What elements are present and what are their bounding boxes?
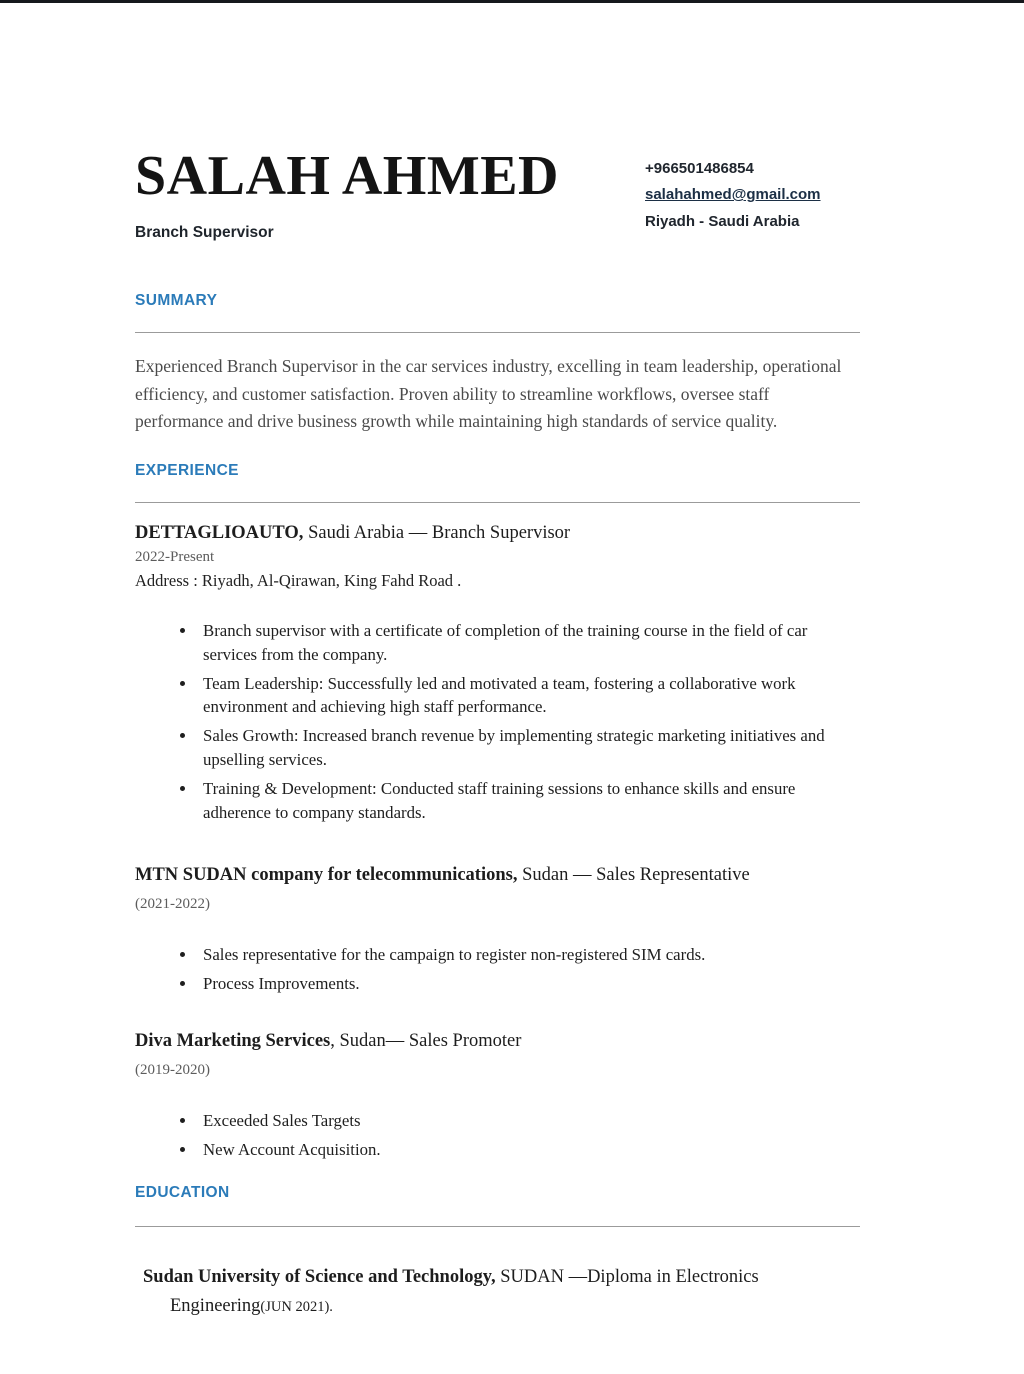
job-dettaglioauto (135, 523, 860, 825)
job-bullet: • Branch supervisor with a certificate of completion of the training course in the field of car services from the company. (197, 619, 860, 667)
job-bullet-list (135, 619, 860, 825)
summary-divider (135, 332, 860, 333)
contact-block (645, 156, 860, 235)
header (135, 145, 860, 242)
job-bullet: • Team Leadership: Successfully led and motivated a team, fostering a collaborative work environment and achieving high staff performance. (197, 672, 860, 720)
job-bullet: • Sales representative for the campaign to register non-registered SIM cards. (197, 943, 860, 967)
job-bullet: • Sales Growth: Increased branch revenue by implementing strategic marketing initiatives and upselling services. (197, 724, 860, 772)
job-dates: (2019-2020) (135, 1062, 210, 1079)
page-top-edge (0, 0, 1024, 3)
job-title-line (135, 523, 860, 544)
contact-phone: +966501486854 (645, 160, 754, 177)
education-degree: SUDAN —Diploma in Electronics Engineering (170, 1267, 759, 1316)
job-bullet: • New Account Acquisition. (197, 1138, 860, 1162)
job-company: MTN SUDAN company for telecommunications, (135, 864, 518, 885)
education-school: Sudan University of Science and Technology, (143, 1267, 496, 1288)
contact-location: Riyadh - Saudi Arabia (645, 212, 800, 230)
job-title-line (135, 865, 860, 886)
job-dates: (2021-2022) (135, 895, 210, 912)
education-heading: EDUCATION (135, 1184, 230, 1202)
job-bullet-list (135, 1109, 860, 1162)
job-bullet: • Training & Development: Conducted staff training sessions to enhance skills and ensure adherence to company standards. (197, 777, 860, 825)
contact-email-row (645, 182, 860, 208)
job-mtn-sudan (135, 865, 860, 996)
job-company: Diva Marketing Services (135, 1031, 331, 1052)
education-date: (JUN 2021). (260, 1298, 333, 1315)
candidate-title: Branch Supervisor (135, 224, 274, 241)
job-company: DETTAGLIOAUTO, (135, 522, 304, 543)
summary-heading: SUMMARY (135, 292, 218, 309)
education-divider (135, 1226, 860, 1227)
job-dates: 2022-Present (135, 548, 215, 565)
experience-heading: EXPERIENCE (135, 461, 239, 479)
candidate-name: SALAH AHMED (135, 145, 559, 207)
experience-divider (135, 502, 860, 503)
header-left (135, 145, 559, 242)
job-bullet: • Exceeded Sales Targets (197, 1109, 860, 1133)
job-bullet: • Process Improvements. (197, 972, 860, 996)
job-bullet-list (135, 943, 860, 996)
education-entry (135, 1263, 860, 1320)
job-diva-marketing (135, 1031, 860, 1162)
job-title-line (135, 1031, 860, 1052)
summary-text: Experienced Branch Supervisor in the car services industry, excelling in team leadership, operational efficiency, and customer satisfaction. Proven ability to streamline workflows, oversee staff performance and drive business growth while maintaining high standards of service quality. (135, 356, 842, 432)
job-role: Saudi Arabia — Branch Supervisor (303, 522, 571, 543)
job-address: Address : Riyadh, Al-Qirawan, King Fahd Road . (135, 570, 462, 590)
contact-email-link[interactable]: salahahmed@gmail.com (645, 186, 821, 204)
job-role: , Sudan— Sales Promoter (330, 1031, 522, 1052)
job-role: Sudan — Sales Representative (517, 864, 750, 885)
